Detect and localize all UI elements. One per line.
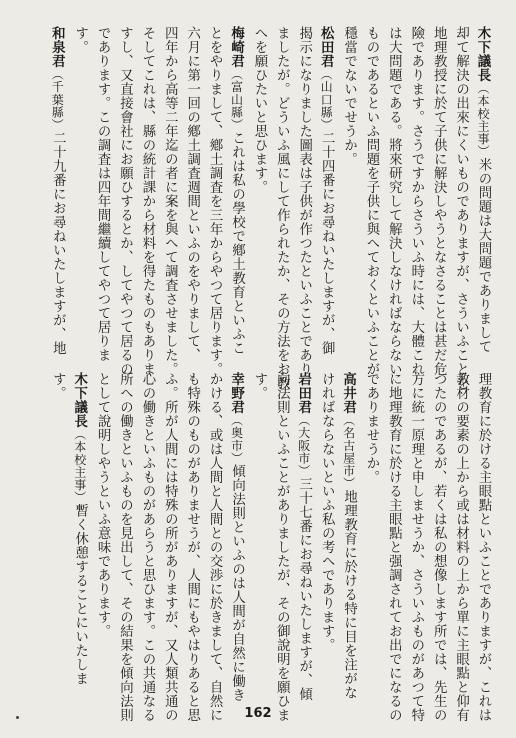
text-column bbox=[292, 26, 314, 376]
text-column bbox=[180, 372, 202, 722]
line-text: 所への働きといふものを見出して、その結果を傾向法則 bbox=[117, 372, 133, 722]
line-text: つたのであるが、若くは私の想像します所では、先生の bbox=[431, 372, 447, 722]
line-text: す。 bbox=[72, 26, 88, 54]
text-column bbox=[91, 26, 113, 362]
text-column bbox=[248, 372, 270, 684]
line-text: 二十九番にお尋ねいたしますが、地 bbox=[50, 131, 66, 355]
text-column bbox=[91, 372, 113, 684]
line-text: へを願ひたいと思ひます。 bbox=[251, 26, 267, 194]
text-column bbox=[113, 372, 135, 722]
speaker-affiliation: （富山縣） bbox=[229, 68, 244, 131]
text-column bbox=[337, 26, 359, 338]
speaker-name: 高井君 bbox=[340, 372, 357, 414]
line-text: 暫く休憩することにいたしま bbox=[72, 503, 88, 686]
line-text: は大問題である。將來研究して解決しなければならない bbox=[386, 26, 402, 376]
text-column bbox=[360, 372, 382, 684]
text-column bbox=[404, 372, 426, 722]
text-column bbox=[136, 372, 158, 722]
line-text: そしてこれは、縣の統計課から材料を得たものもありま bbox=[139, 26, 155, 376]
line-text: 地理教育に於ける特に目を注がな bbox=[341, 489, 357, 700]
text-column bbox=[203, 26, 225, 376]
line-text: す。 bbox=[50, 372, 66, 400]
text-column bbox=[248, 26, 270, 338]
line-text: 傾向法則といふのは人間が自然に働き bbox=[229, 464, 245, 703]
speaker-affiliation: （名古屋市） bbox=[341, 414, 356, 490]
text-column bbox=[46, 26, 68, 355]
speaker-affiliation: （本校主事） bbox=[72, 428, 87, 504]
line-text: 揭示になりました圖表は子供が作つたといふことであり bbox=[296, 26, 312, 376]
text-column bbox=[270, 372, 292, 722]
line-text: 教材の要素の上から或は材料の上から單に主眼點と仰有 bbox=[453, 372, 469, 722]
speaker-name: 木下議長 bbox=[71, 372, 88, 428]
line-text: かける、或は人間と人間との交渉に於きまして、自然に bbox=[207, 372, 223, 722]
line-text: でありませうか。 bbox=[363, 372, 379, 484]
line-text: として說明しやうといふ意味であります。 bbox=[95, 372, 111, 638]
text-column bbox=[472, 372, 494, 722]
text-column bbox=[225, 26, 247, 355]
speaker-name: 梅崎君 bbox=[228, 26, 245, 68]
text-column bbox=[68, 372, 90, 684]
speaker-affiliation: （本校主事） bbox=[476, 82, 490, 158]
line-text: 向法則といふことがありましたが、その御說明を願ひま bbox=[274, 372, 290, 722]
text-column bbox=[360, 26, 382, 376]
line-text: 米の問題は大問題でありまして bbox=[476, 157, 491, 354]
text-column bbox=[449, 26, 471, 390]
text-column bbox=[382, 372, 404, 722]
line-text: す。 bbox=[251, 372, 267, 400]
text-column bbox=[315, 372, 337, 684]
line-text: 却て解決の出來にくいものでありますが、さういふことを bbox=[453, 26, 469, 390]
text-column bbox=[270, 26, 292, 390]
text-column bbox=[46, 372, 68, 684]
speaker-affiliation: （千葉縣） bbox=[50, 68, 65, 131]
line-text: であります。この調査は四年間繼續してやつて居りま bbox=[95, 26, 111, 362]
text-column bbox=[404, 26, 426, 376]
page-number: 162 bbox=[244, 706, 272, 721]
upper-text-block bbox=[46, 26, 494, 390]
speaker-affiliation: （奥市） bbox=[229, 414, 244, 465]
text-column bbox=[449, 372, 471, 722]
text-column bbox=[315, 26, 337, 355]
text-column bbox=[292, 372, 314, 701]
text-column bbox=[158, 26, 180, 376]
speaker-name: 木下議長 bbox=[475, 26, 491, 82]
line-text: も特殊のものがありませうが、人間にもやはりあると思 bbox=[184, 372, 200, 722]
text-column bbox=[337, 372, 359, 700]
text-column bbox=[472, 26, 494, 354]
line-text: とをやりまして、鄕土調査を三年からやつて居ります。 bbox=[207, 26, 223, 376]
text-column bbox=[427, 26, 449, 376]
line-text: 二十四番にお尋ねいたしますが、御 bbox=[319, 131, 335, 355]
line-text: 理教育に於ける主眼點といふことでありますが、これは bbox=[476, 372, 491, 722]
text-column bbox=[203, 372, 225, 722]
line-text: 六月に第一回の鄕土調査週間といふのをやりまして、 bbox=[184, 26, 200, 362]
text-column bbox=[136, 26, 158, 376]
line-text: ければならないといふ私の考へであります。 bbox=[319, 372, 335, 652]
text-column bbox=[427, 372, 449, 722]
line-text: ふ。所が人間には特殊の所がありますが、又人類共通の bbox=[162, 372, 178, 722]
line-text: 方に統一原理と申しませうか、さういふものがあつて特 bbox=[408, 372, 424, 722]
line-text: 三十七番にお尋ねいたしますが、傾 bbox=[296, 477, 312, 701]
scan-speck bbox=[16, 716, 19, 719]
line-text: すし、又直接會社にお願ひするとか、してやつて居るの bbox=[117, 26, 133, 376]
line-text: これは私の學校で鄕土教育といふこ bbox=[229, 131, 245, 355]
text-column bbox=[113, 26, 135, 376]
speaker-affiliation: （山口縣） bbox=[319, 68, 334, 131]
text-column bbox=[225, 372, 247, 703]
text-column bbox=[158, 372, 180, 722]
speaker-name: 和泉君 bbox=[49, 26, 66, 68]
line-text: 險であります。さうですからさういふ時には、大體これ bbox=[408, 26, 424, 376]
line-text: ものであるといふ問題を子供に與へておくといふことが bbox=[363, 26, 379, 376]
line-text: 地理教授に於て子供に解決しやうとなさることは甚だ危 bbox=[431, 26, 447, 376]
line-text: ましたが。どういふ風にして作られたか、その方法をお教 bbox=[274, 26, 290, 390]
speaker-name: 岩田君 bbox=[295, 372, 312, 414]
speaker-name: 幸野君 bbox=[228, 372, 245, 414]
line-text: 心の働きといふものがあらうと思ひます。この共通なる bbox=[139, 372, 155, 722]
speaker-name: 松田君 bbox=[318, 26, 335, 68]
text-column bbox=[382, 26, 404, 376]
text-column bbox=[180, 26, 202, 362]
line-text: 四年から高等二年迄の者に案を與へて調査させました。 bbox=[162, 26, 178, 376]
line-text: に地理教育に於ける主眼點と强調されてお出でになるの bbox=[386, 372, 402, 722]
speaker-affiliation: （大阪市） bbox=[296, 414, 311, 477]
line-text: 穩當でないでせうか。 bbox=[341, 26, 357, 166]
text-column bbox=[68, 26, 90, 338]
